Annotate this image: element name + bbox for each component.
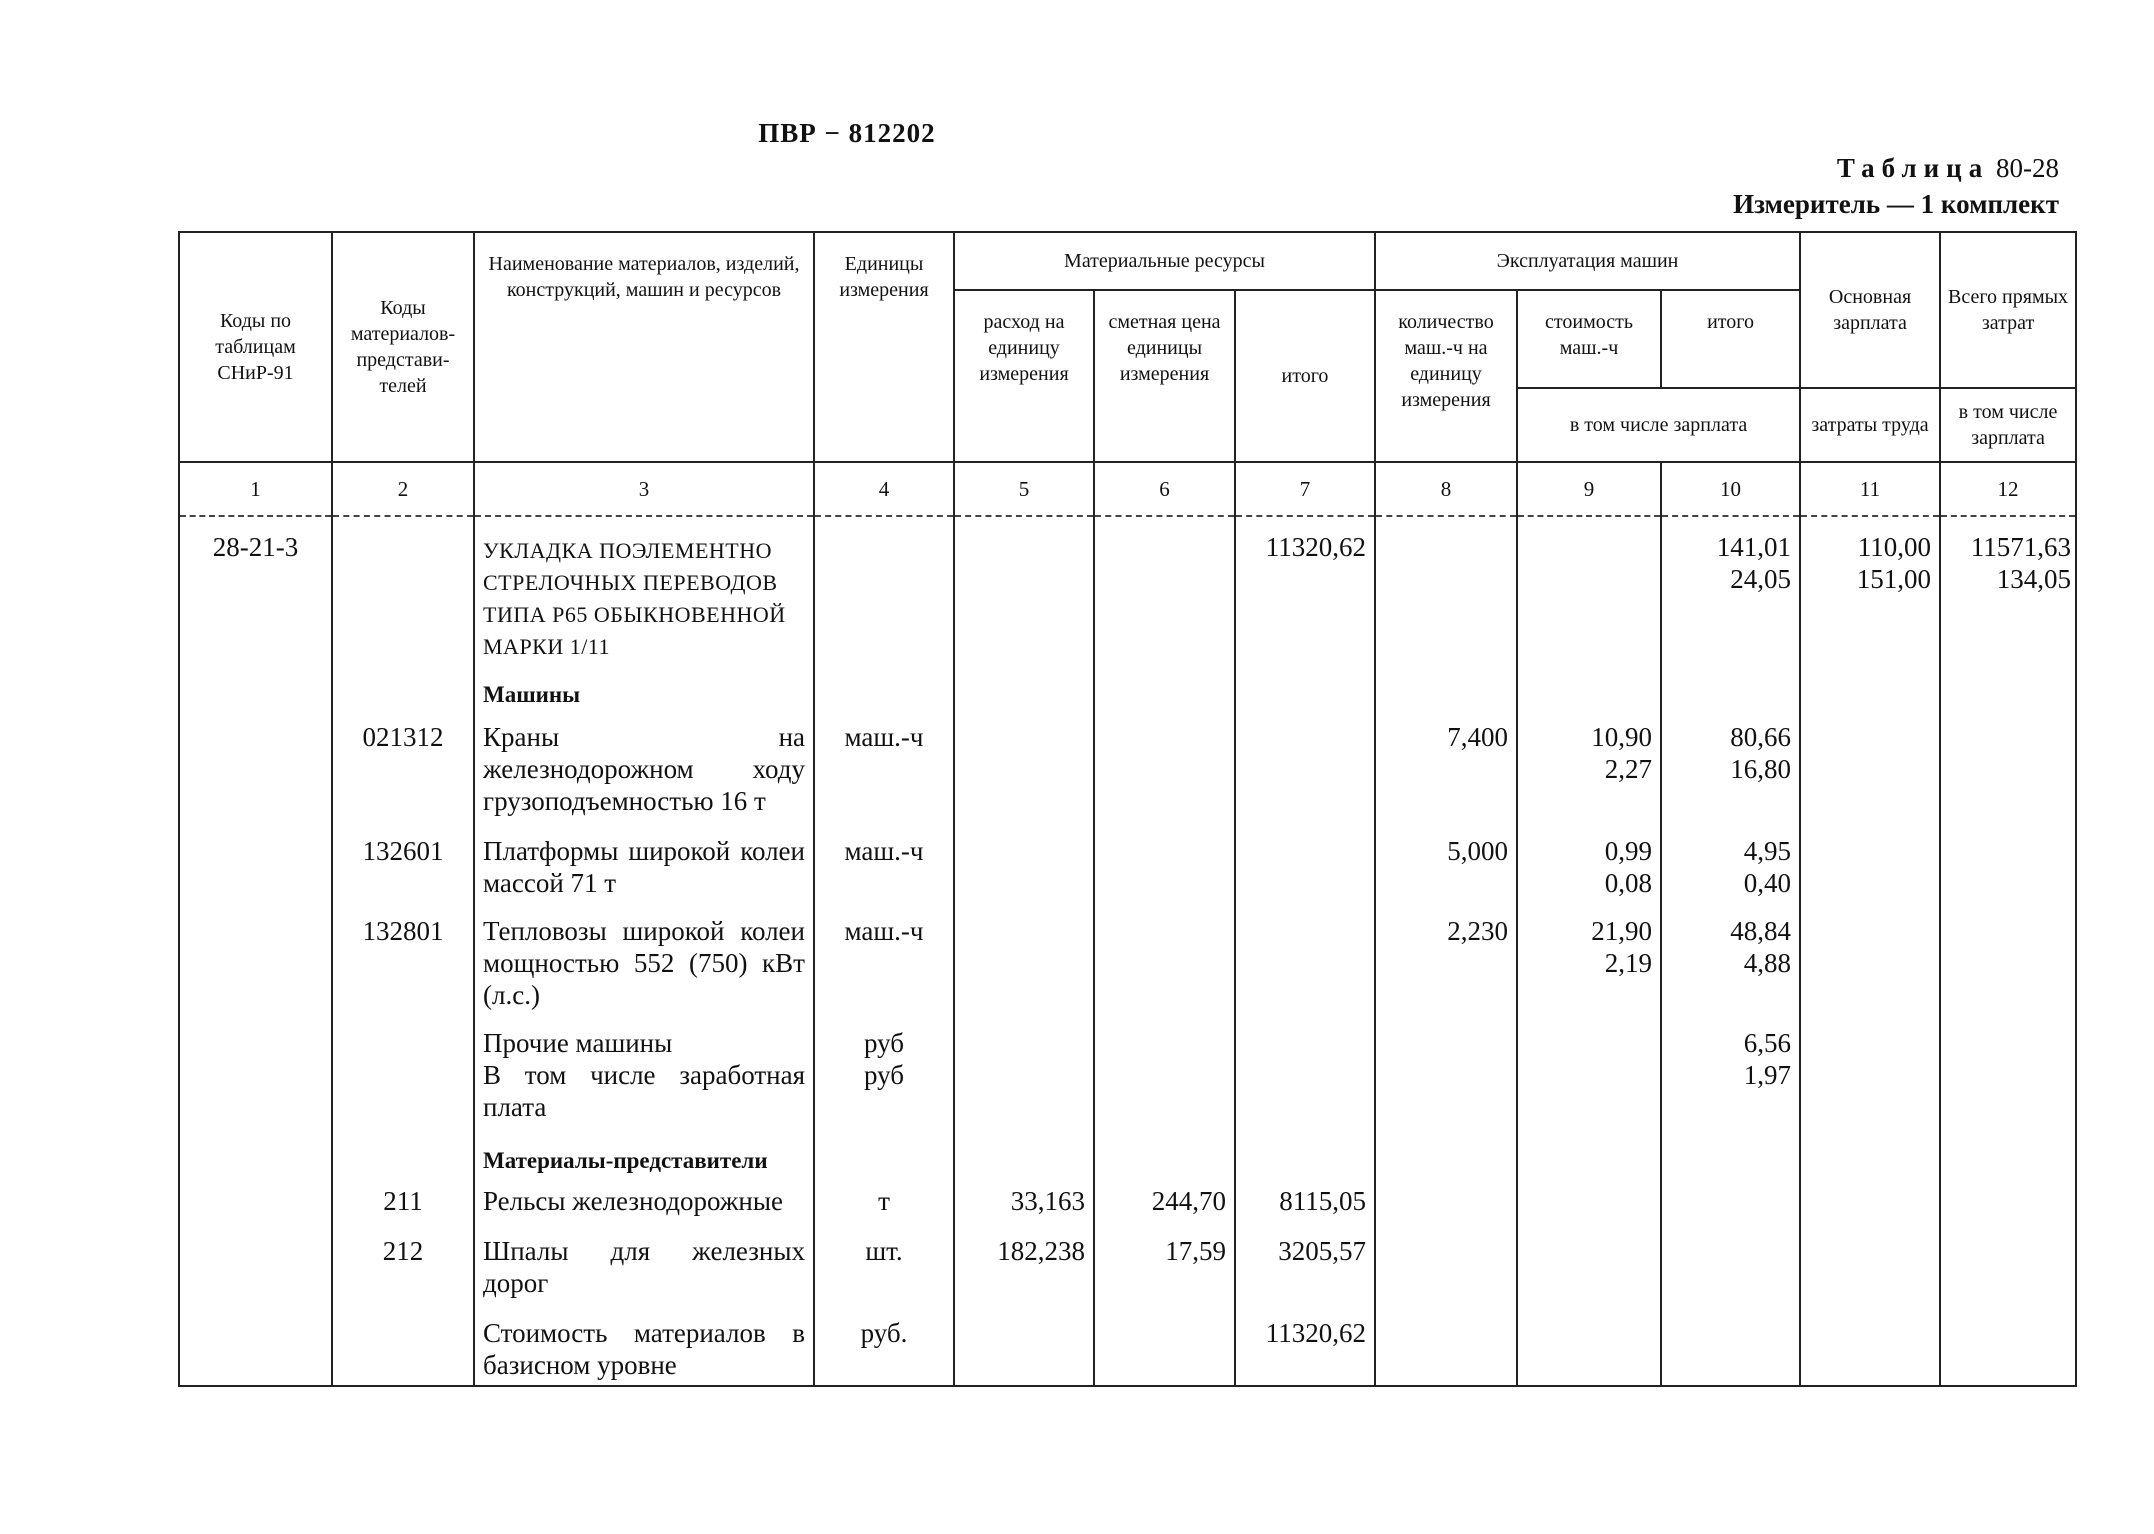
- row-machine-total-wage: 16,80: [1730, 754, 1792, 784]
- header-machine-cost: стоимость маш.-ч: [1517, 290, 1661, 388]
- table-row: [179, 721, 2076, 817]
- column-number: 2: [332, 462, 474, 516]
- row-unit: т: [814, 1185, 954, 1217]
- row-machine-cost-wage: 2,27: [1604, 754, 1652, 784]
- row-machine-total: [1661, 817, 1800, 899]
- row-machine-qty: 5,000: [1375, 817, 1517, 899]
- row-machine-cost: [1517, 817, 1661, 899]
- row-machine-cost-value: 10,90: [1591, 722, 1652, 752]
- row-material-total: 11320,62: [1235, 516, 1375, 663]
- row-machine-total-value: 80,66: [1730, 722, 1792, 752]
- row-machine-cost: [1517, 899, 1661, 1011]
- column-number: 3: [474, 462, 814, 516]
- row-name: Шпалы для железных дорог: [474, 1217, 814, 1299]
- row-machine-cost: [1517, 721, 1661, 817]
- header-price: сметная цена единицы измерения: [1094, 290, 1235, 462]
- meter-label: Измеритель — 1 комплект: [1733, 189, 2059, 219]
- header-name: Наименование материалов, изделий, конструкций, машин и ресурсов: [474, 232, 814, 462]
- other-machines-label: Прочие машины: [483, 1028, 673, 1058]
- table-word: Таблица: [1836, 153, 1990, 183]
- section-machines: Машины: [474, 663, 814, 721]
- row-machine-wage-value: 24,05: [1730, 564, 1792, 594]
- other-wage-unit: руб: [863, 1060, 905, 1090]
- row-consumption: 182,238: [954, 1217, 1094, 1299]
- column-number: 6: [1094, 462, 1235, 516]
- row-code: 132601: [332, 817, 474, 899]
- table-row: [179, 1299, 2076, 1386]
- row-material-total: 8115,05: [1235, 1185, 1375, 1217]
- column-number: 1: [179, 462, 332, 516]
- row-machine-total-wage: 0,40: [1743, 868, 1792, 898]
- row-machine-total: [1661, 899, 1800, 1011]
- row-machine-total: [1661, 1011, 1800, 1123]
- header-direct-incl-wage: в том числе зарплата: [1940, 388, 2076, 462]
- column-number: 11: [1800, 462, 1940, 516]
- table-caption: [1733, 150, 2059, 222]
- table-row: [179, 1185, 2076, 1217]
- header-material-total: итого: [1235, 290, 1375, 462]
- header-codes-materials: Коды материалов-представи-телей: [332, 232, 474, 462]
- header-machine-qty: количество маш.-ч на единицу измерения: [1375, 290, 1517, 462]
- row-machine-cost-value: 0,99: [1604, 836, 1652, 866]
- table-row: [179, 817, 2076, 899]
- row-machine-total-value: 141,01: [1716, 532, 1792, 562]
- header-machine-incl-wage: в том числе зарплата: [1517, 388, 1800, 462]
- row-name: Платформы широкой колеи массой 71 т: [474, 817, 814, 899]
- header-direct-total: Всего прямых затрат: [1940, 232, 2076, 388]
- row-consumption: 33,163: [954, 1185, 1094, 1217]
- row-name: Тепловозы широкой колеи мощностью 552 (750) кВт (л.с.): [474, 899, 814, 1011]
- header-base-wage: Основная зарплата: [1800, 232, 1940, 388]
- row-material-total: 11320,62: [1235, 1299, 1375, 1386]
- row-direct-total: [1940, 516, 2076, 663]
- row-machine-cost-wage: 2,19: [1604, 948, 1652, 978]
- row-machine-cost-wage: 0,08: [1604, 868, 1652, 898]
- row-machine-total-wage: 4,88: [1743, 948, 1792, 978]
- other-machines-total: 6,56: [1743, 1028, 1792, 1058]
- row-code: 28-21-3: [179, 516, 332, 663]
- row-code: 132801: [332, 899, 474, 1011]
- table-row: [179, 899, 2076, 1011]
- row-price: 17,59: [1094, 1217, 1235, 1299]
- row-machine-qty: 7,400: [1375, 721, 1517, 817]
- column-number: 7: [1235, 462, 1375, 516]
- row-direct-total-value: 11571,63: [1970, 532, 2072, 562]
- other-machines-unit: руб: [863, 1028, 905, 1058]
- row-machine-total-value: 48,84: [1730, 916, 1792, 946]
- header-labor: затраты труда: [1800, 388, 1940, 462]
- table-row: [179, 1217, 2076, 1299]
- row-code: 021312: [332, 721, 474, 817]
- document-code: ПВР − 812202: [758, 118, 936, 148]
- row-name: Стоимость материалов в базисном уровне: [474, 1299, 814, 1386]
- header-unit: Единицы измерения: [814, 232, 954, 462]
- row-machine-total: [1661, 516, 1800, 663]
- section-materials: Материалы-представители: [474, 1123, 814, 1185]
- header-machine-total: итого: [1661, 290, 1800, 388]
- row-name: [474, 1011, 814, 1123]
- row-machine-qty: 2,230: [1375, 899, 1517, 1011]
- resource-table: [178, 231, 2077, 1387]
- row-labor-value: 151,00: [1856, 564, 1932, 594]
- header-machine-operation: Эксплуатация машин: [1375, 232, 1800, 290]
- row-unit: маш.-ч: [814, 721, 954, 817]
- column-number: 9: [1517, 462, 1661, 516]
- header-material-resources: Материальные ресурсы: [954, 232, 1375, 290]
- column-number: 4: [814, 462, 954, 516]
- row-unit: маш.-ч: [814, 817, 954, 899]
- row-direct-wage-value: 134,05: [1996, 564, 2072, 594]
- row-unit: маш.-ч: [814, 899, 954, 1011]
- row-machine-total-value: 4,95: [1743, 836, 1792, 866]
- row-name: УКЛАДКА ПОЭЛЕМЕНТНО СТРЕЛОЧНЫХ ПЕРЕВОДОВ ТИПА Р65 ОБЫКНОВЕННОЙ МАРКИ 1/11: [474, 516, 814, 663]
- row-base-wage: [1800, 516, 1940, 663]
- row-base-wage-value: 110,00: [1857, 532, 1932, 562]
- column-number: 5: [954, 462, 1094, 516]
- column-number: 12: [1940, 462, 2076, 516]
- other-wage-label: В том числе заработная плата: [483, 1060, 805, 1122]
- row-machine-cost-value: 21,90: [1591, 916, 1652, 946]
- row-unit: руб.: [814, 1299, 954, 1386]
- table-number: 80-28: [1996, 153, 2059, 183]
- column-number: 10: [1661, 462, 1800, 516]
- section-row: [179, 1123, 2076, 1185]
- table-row: [179, 1011, 2076, 1123]
- header-codes-table: Коды по таблицам СНиР-91: [179, 232, 332, 462]
- section-row: [179, 663, 2076, 721]
- row-name: Рельсы железнодорожные: [474, 1185, 814, 1217]
- row-material-total: 3205,57: [1235, 1217, 1375, 1299]
- row-name: Краны на железнодорожном ходу грузоподъемностью 16 т: [474, 721, 814, 817]
- row-unit: [814, 1011, 954, 1123]
- row-price: 244,70: [1094, 1185, 1235, 1217]
- table-row-main: [179, 516, 2076, 663]
- row-machine-total: [1661, 721, 1800, 817]
- other-wage-total: 1,97: [1743, 1060, 1792, 1090]
- row-code: 212: [332, 1217, 474, 1299]
- row-unit: шт.: [814, 1217, 954, 1299]
- column-number: 8: [1375, 462, 1517, 516]
- header-consumption: расход на единицу измерения: [954, 290, 1094, 462]
- row-code: 211: [332, 1185, 474, 1217]
